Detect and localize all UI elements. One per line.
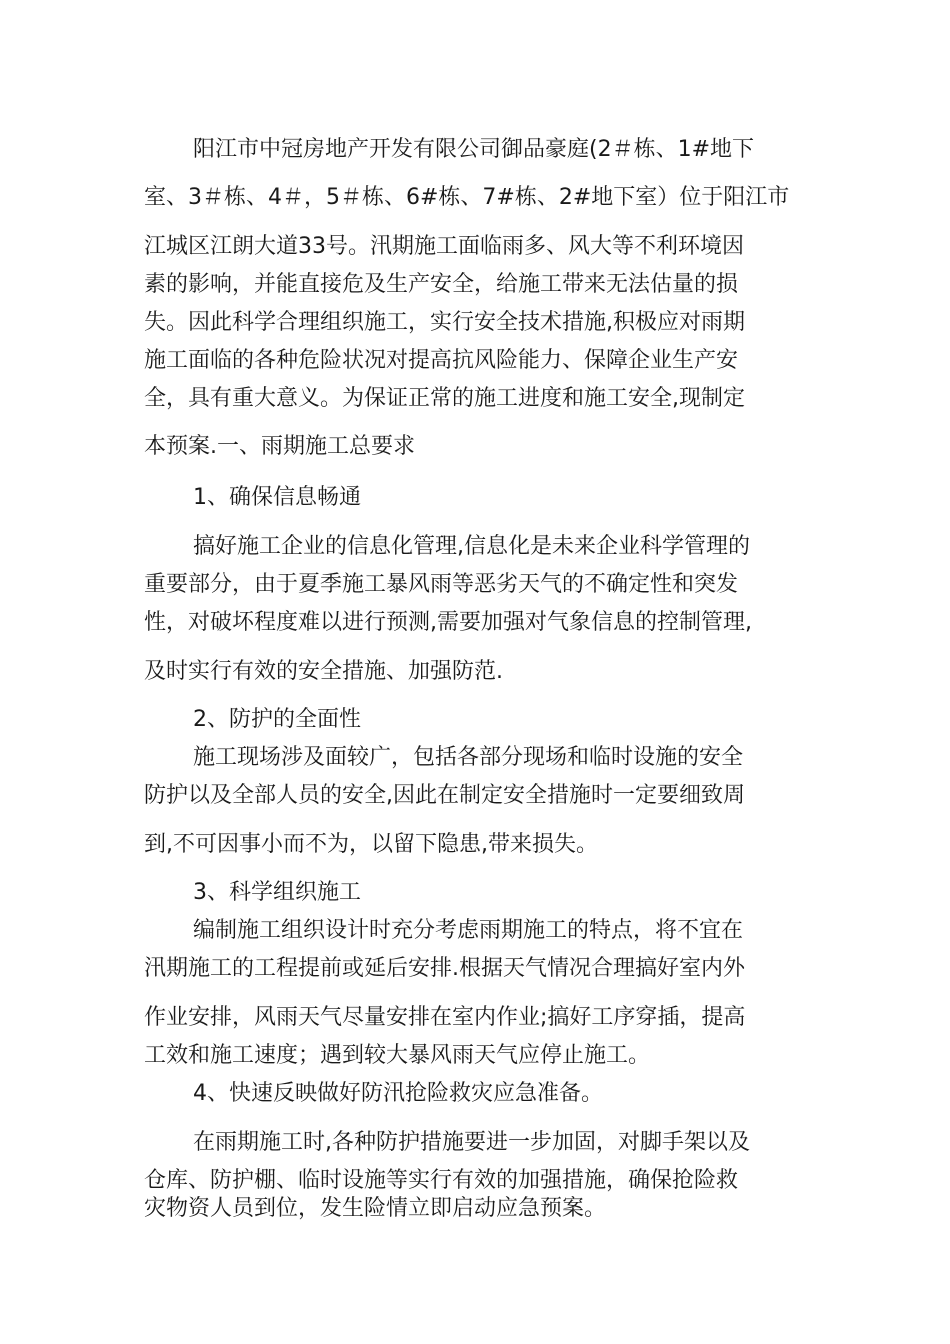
text-line: 灾物资人员到位，发生险情立即启动应急预案。 — [144, 1196, 607, 1221]
text-line: 重要部分，由于夏季施工暴风雨等恶劣天气的不确定性和突发 — [144, 572, 739, 597]
text-line: 防护以及全部人员的安全,因此在制定安全措施时一定要细致周 — [144, 783, 745, 808]
text-line: 失。因此科学合理组织施工，实行安全技术措施,积极应对雨期 — [144, 310, 745, 335]
section-heading: 4、快速反映做好防汛抢险救灾应急准备。 — [193, 1081, 603, 1106]
text-line: 素的影响，并能直接危及生产安全，给施工带来无法估量的损 — [144, 272, 739, 297]
text-line: 江城区江朗大道33号。汛期施工面临雨多、风大等不利环境因 — [144, 234, 744, 259]
section-heading: 3、科学组织施工 — [193, 880, 361, 905]
text-line: 全，具有重大意义。为保证正常的施工进度和施工安全,现制定 — [144, 386, 745, 411]
text-line: 施工面临的各种危险状况对提高抗风险能力、保障企业生产安 — [144, 348, 739, 373]
text-line: 工效和施工速度；遇到较大暴风雨天气应停止施工。 — [144, 1043, 651, 1068]
text-line: 阳江市中冠房地产开发有限公司御品豪庭(2＃栋、1#地下 — [193, 137, 755, 162]
text-line: 汛期施工的工程提前或延后安排.根据天气情况合理搞好室内外 — [144, 956, 745, 981]
section-heading: 2、防护的全面性 — [193, 707, 361, 732]
text-line: 本预案.一、雨期施工总要求 — [144, 434, 415, 459]
text-line: 到,不可因事小而不为，以留下隐患,带来损失。 — [144, 832, 598, 857]
section-heading: 1、确保信息畅通 — [193, 485, 361, 510]
text-line: 室、3＃栋、4＃，5＃栋、6#栋、7#栋、2#地下室）位于阳江市 — [144, 185, 790, 210]
text-line: 搞好施工企业的信息化管理,信息化是未来企业科学管理的 — [193, 534, 750, 559]
text-line: 仓库、防护棚、临时设施等实行有效的加强措施，确保抢险救 — [144, 1168, 739, 1193]
text-line: 编制施工组织设计时充分考虑雨期施工的特点，将不宜在 — [193, 918, 744, 943]
text-line: 施工现场涉及面较广，包括各部分现场和临时设施的安全 — [193, 745, 744, 770]
text-line: 性，对破坏程度难以进行预测,需要加强对气象信息的控制管理, — [144, 610, 752, 635]
text-line: 及时实行有效的安全措施、加强防范. — [144, 659, 503, 684]
text-line: 作业安排，风雨天气尽量安排在室内作业;搞好工序穿插，提高 — [144, 1005, 746, 1030]
text-line: 在雨期施工时,各种防护措施要进一步加固，对脚手架以及 — [193, 1130, 750, 1155]
